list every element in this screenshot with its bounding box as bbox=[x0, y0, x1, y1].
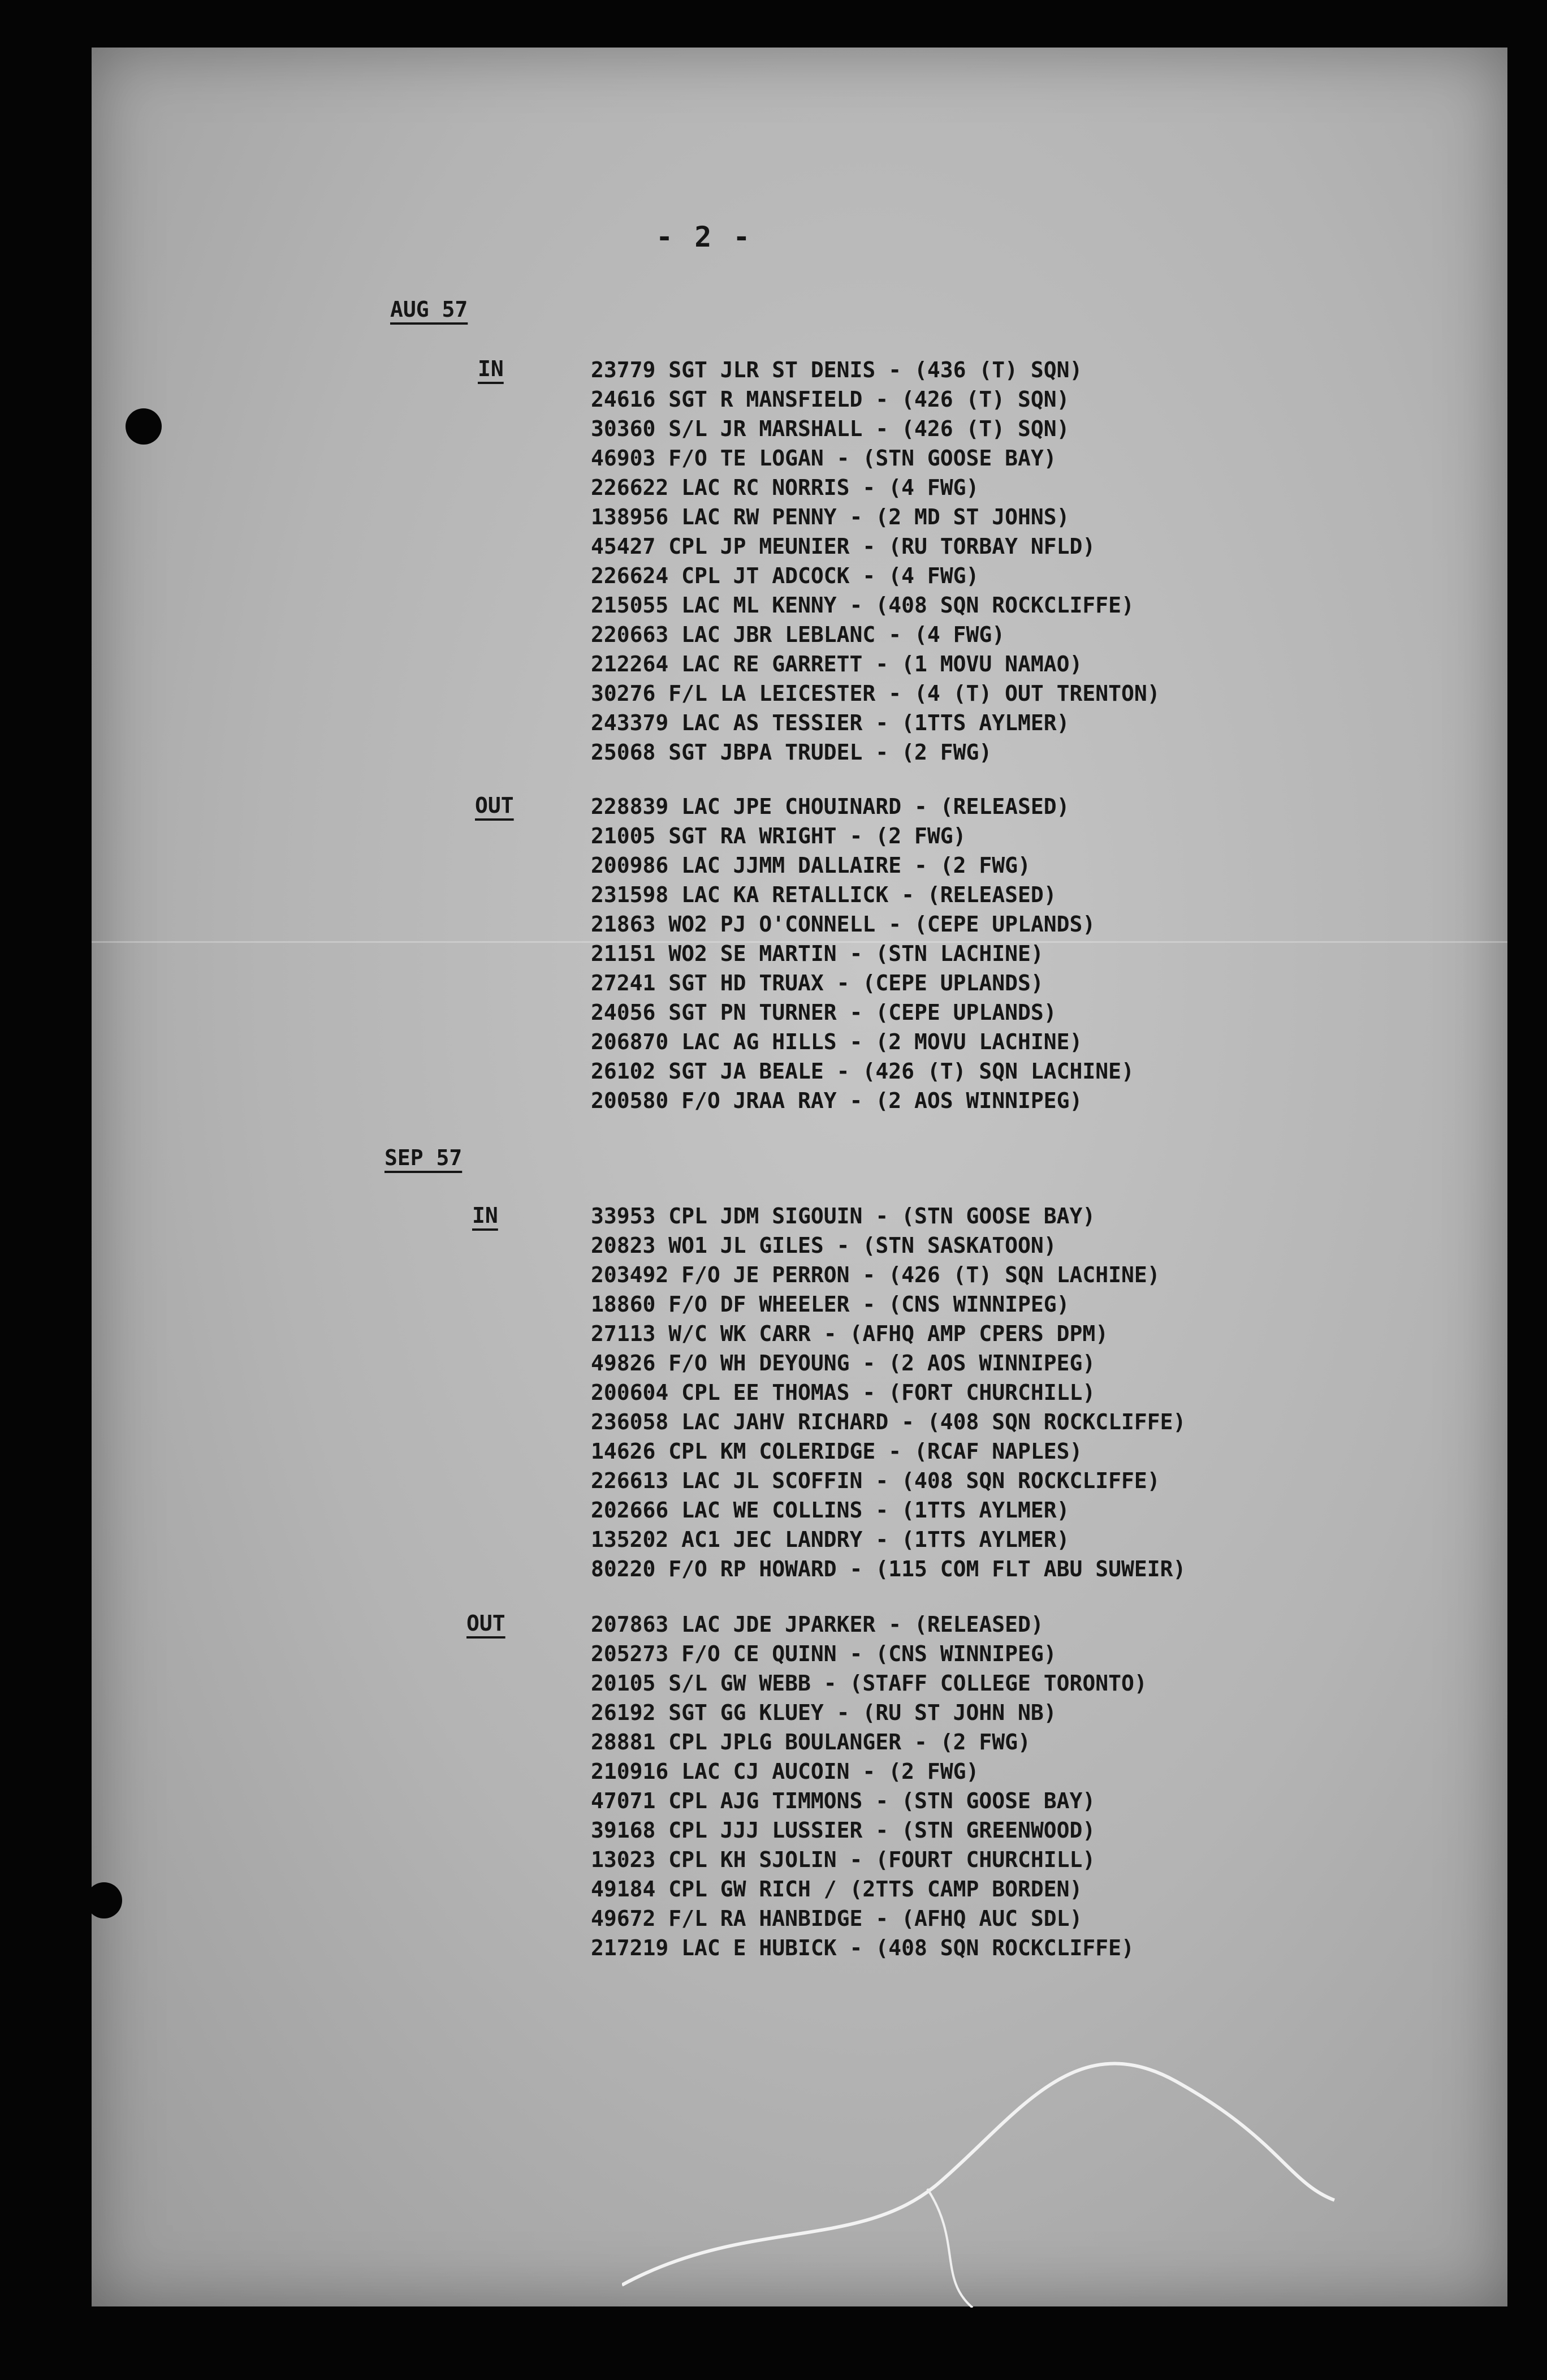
sep-out-label: OUT bbox=[466, 1611, 505, 1636]
list-item: 21151 WO2 SE MARTIN - (STN LACHINE) bbox=[591, 941, 1044, 966]
aug-out-label: OUT bbox=[475, 793, 514, 818]
list-item: 21863 WO2 PJ O'CONNELL - (CEPE UPLANDS) bbox=[591, 912, 1096, 937]
list-item: 226622 LAC RC NORRIS - (4 FWG) bbox=[591, 475, 979, 500]
list-item: 26192 SGT GG KLUEY - (RU ST JOHN NB) bbox=[591, 1700, 1057, 1725]
list-item: 135202 AC1 JEC LANDRY - (1TTS AYLMER) bbox=[591, 1527, 1070, 1552]
list-item: 212264 LAC RE GARRETT - (1 MOVU NAMAO) bbox=[591, 652, 1083, 676]
aug-in-list bbox=[591, 355, 1160, 767]
list-item: 228839 LAC JPE CHOUINARD - (RELEASED) bbox=[591, 794, 1070, 819]
list-item: 203492 F/O JE PERRON - (426 (T) SQN LACHINE) bbox=[591, 1262, 1160, 1287]
film-scratch-marks bbox=[622, 2013, 1357, 2308]
list-item: 207863 LAC JDE JPARKER - (RELEASED) bbox=[591, 1612, 1044, 1637]
list-item: 20823 WO1 JL GILES - (STN SASKATOON) bbox=[591, 1233, 1057, 1258]
list-item: 231598 LAC KA RETALLICK - (RELEASED) bbox=[591, 882, 1057, 907]
section-month-aug: AUG 57 bbox=[390, 297, 468, 322]
list-item: 26102 SGT JA BEALE - (426 (T) SQN LACHINE) bbox=[591, 1059, 1134, 1084]
list-item: 49826 F/O WH DEYOUNG - (2 AOS WINNIPEG) bbox=[591, 1351, 1096, 1376]
list-item: 200986 LAC JJMM DALLAIRE - (2 FWG) bbox=[591, 853, 1031, 878]
list-item: 13023 CPL KH SJOLIN - (FOURT CHURCHILL) bbox=[591, 1847, 1096, 1872]
list-item: 28881 CPL JPLG BOULANGER - (2 FWG) bbox=[591, 1730, 1031, 1754]
list-item: 46903 F/O TE LOGAN - (STN GOOSE BAY) bbox=[591, 446, 1057, 471]
list-item: 45427 CPL JP MEUNIER - (RU TORBAY NFLD) bbox=[591, 534, 1096, 559]
list-item: 200604 CPL EE THOMAS - (FORT CHURCHILL) bbox=[591, 1380, 1096, 1405]
list-item: 39168 CPL JJJ LUSSIER - (STN GREENWOOD) bbox=[591, 1818, 1096, 1843]
list-item: 217219 LAC E HUBICK - (408 SQN ROCKCLIFFE) bbox=[591, 1935, 1134, 1960]
sep-in-list bbox=[591, 1201, 1186, 1584]
sep-out-list bbox=[591, 1610, 1147, 1963]
list-item: 47071 CPL AJG TIMMONS - (STN GOOSE BAY) bbox=[591, 1788, 1096, 1813]
sep-in-label: IN bbox=[472, 1203, 498, 1228]
list-item: 23779 SGT JLR ST DENIS - (436 (T) SQN) bbox=[591, 357, 1083, 382]
list-item: 20105 S/L GW WEBB - (STAFF COLLEGE TORONTO) bbox=[591, 1671, 1147, 1696]
list-item: 14626 CPL KM COLERIDGE - (RCAF NAPLES) bbox=[591, 1439, 1083, 1464]
list-item: 138956 LAC RW PENNY - (2 MD ST JOHNS) bbox=[591, 505, 1070, 529]
list-item: 21005 SGT RA WRIGHT - (2 FWG) bbox=[591, 823, 966, 848]
list-item: 206870 LAC AG HILLS - (2 MOVU LACHINE) bbox=[591, 1029, 1083, 1054]
aug-out-list bbox=[591, 792, 1134, 1115]
list-item: 27113 W/C WK CARR - (AFHQ AMP CPERS DPM) bbox=[591, 1321, 1109, 1346]
list-item: 33953 CPL JDM SIGOUIN - (STN GOOSE BAY) bbox=[591, 1204, 1096, 1228]
list-item: 210916 LAC CJ AUCOIN - (2 FWG) bbox=[591, 1759, 979, 1784]
list-item: 30360 S/L JR MARSHALL - (426 (T) SQN) bbox=[591, 416, 1070, 441]
list-item: 25068 SGT JBPA TRUDEL - (2 FWG) bbox=[591, 740, 992, 765]
list-item: 27241 SGT HD TRUAX - (CEPE UPLANDS) bbox=[591, 971, 1044, 995]
list-item: 24056 SGT PN TURNER - (CEPE UPLANDS) bbox=[591, 1000, 1057, 1025]
section-month-sep: SEP 57 bbox=[384, 1145, 463, 1170]
list-item: 215055 LAC ML KENNY - (408 SQN ROCKCLIFFE) bbox=[591, 593, 1134, 618]
list-item: 202666 LAC WE COLLINS - (1TTS AYLMER) bbox=[591, 1498, 1070, 1523]
list-item: 200580 F/O JRAA RAY - (2 AOS WINNIPEG) bbox=[591, 1088, 1083, 1113]
list-item: 49184 CPL GW RICH / (2TTS CAMP BORDEN) bbox=[591, 1877, 1083, 1902]
page-number: - 2 - bbox=[656, 221, 753, 253]
list-item: 18860 F/O DF WHEELER - (CNS WINNIPEG) bbox=[591, 1292, 1070, 1317]
list-item: 30276 F/L LA LEICESTER - (4 (T) OUT TRENTON) bbox=[591, 681, 1160, 706]
list-item: 226613 LAC JL SCOFFIN - (408 SQN ROCKCLIFFE) bbox=[591, 1468, 1160, 1493]
aug-in-label: IN bbox=[478, 356, 504, 381]
list-item: 205273 F/O CE QUINN - (CNS WINNIPEG) bbox=[591, 1641, 1057, 1666]
list-item: 24616 SGT R MANSFIELD - (426 (T) SQN) bbox=[591, 387, 1070, 412]
list-item: 49672 F/L RA HANBIDGE - (AFHQ AUC SDL) bbox=[591, 1906, 1083, 1931]
list-item: 243379 LAC AS TESSIER - (1TTS AYLMER) bbox=[591, 710, 1070, 735]
list-item: 220663 LAC JBR LEBLANC - (4 FWG) bbox=[591, 622, 1005, 647]
list-item: 80220 F/O RP HOWARD - (115 COM FLT ABU SUWEIR) bbox=[591, 1557, 1186, 1581]
list-item: 236058 LAC JAHV RICHARD - (408 SQN ROCKCLIFFE) bbox=[591, 1409, 1186, 1434]
list-item: 226624 CPL JT ADCOCK - (4 FWG) bbox=[591, 563, 979, 588]
